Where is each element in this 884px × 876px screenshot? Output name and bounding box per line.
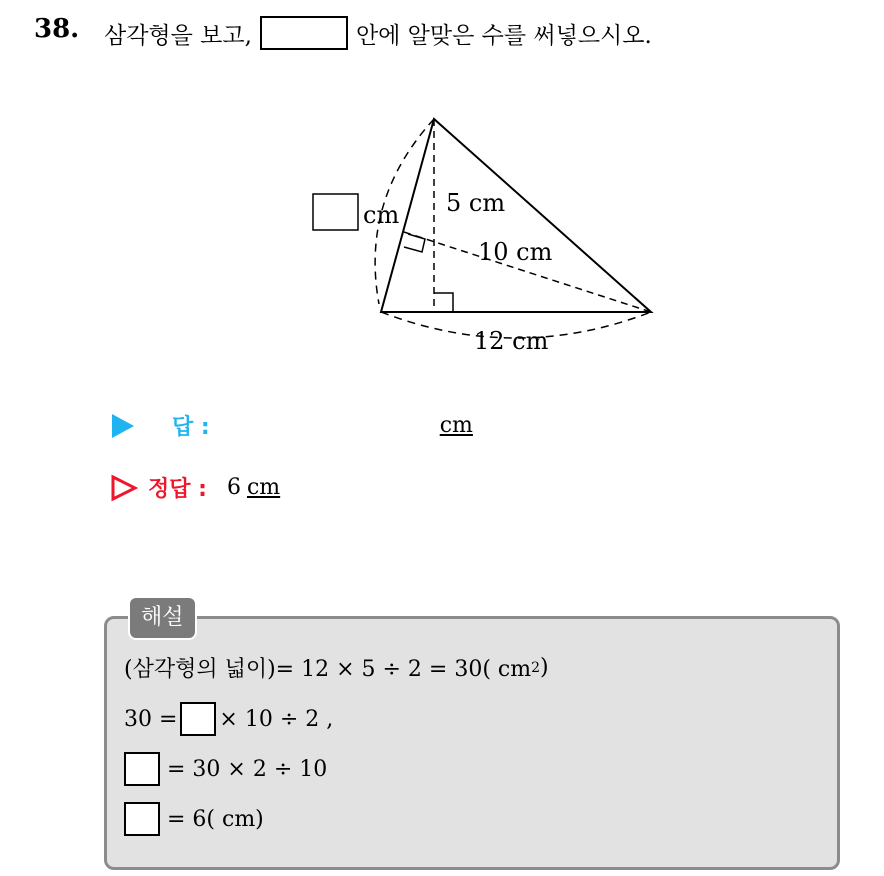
play-arrow-icon xyxy=(110,413,136,439)
answer-unit: cm xyxy=(439,413,473,438)
solution-blank-box xyxy=(124,802,160,836)
correct-unit: cm xyxy=(246,475,281,500)
height-label: 5 cm xyxy=(446,189,506,217)
triangle-figure xyxy=(290,100,670,365)
question-text-after: 안에 알맞은 수를 써넣으시오. xyxy=(355,22,652,49)
solution-line-1-end: ) xyxy=(540,655,549,680)
solution-line-3 xyxy=(124,752,327,786)
solution-line-4 xyxy=(124,802,264,836)
right-angle-base xyxy=(434,293,453,312)
solution-line-2 xyxy=(124,702,333,736)
solution-line-3-text: = 30 × 2 ÷ 10 xyxy=(167,756,328,782)
triangle-outline xyxy=(381,119,651,312)
answer-row xyxy=(110,410,473,441)
solution-line-2-b: × 10 ÷ 2 , xyxy=(219,706,334,732)
solution-line-1 xyxy=(124,652,549,683)
unknown-length-unit: cm xyxy=(363,201,400,229)
correct-label: 정답 : xyxy=(148,477,207,502)
solution-line-2-a: 30 = xyxy=(124,706,178,732)
solution-tag: 해설 xyxy=(128,596,197,640)
solution-blank-box xyxy=(124,752,160,786)
solution-line-1-text: (삼각형의 넓이)= 12 × 5 ÷ 2 = 30( cm xyxy=(124,657,532,682)
answer-label: 답 : xyxy=(172,415,210,440)
right-angle-side xyxy=(404,234,425,252)
solution-blank-box xyxy=(180,702,216,736)
correct-value: 6 xyxy=(226,475,241,500)
question-number: 38. xyxy=(34,14,80,44)
solution-line-4-text: = 6( cm) xyxy=(167,806,264,832)
side-height-label: 10 cm xyxy=(478,238,553,266)
question-text-before: 삼각형을 보고, xyxy=(104,22,252,49)
answer-blank-box xyxy=(260,16,348,50)
outline-arrow-icon xyxy=(110,474,138,502)
unknown-length-box xyxy=(313,194,358,230)
solution-line-1-sup: 2 xyxy=(531,659,541,676)
base-label: 12 cm xyxy=(474,327,549,355)
question-text xyxy=(104,16,652,50)
correct-answer-row xyxy=(110,472,280,503)
